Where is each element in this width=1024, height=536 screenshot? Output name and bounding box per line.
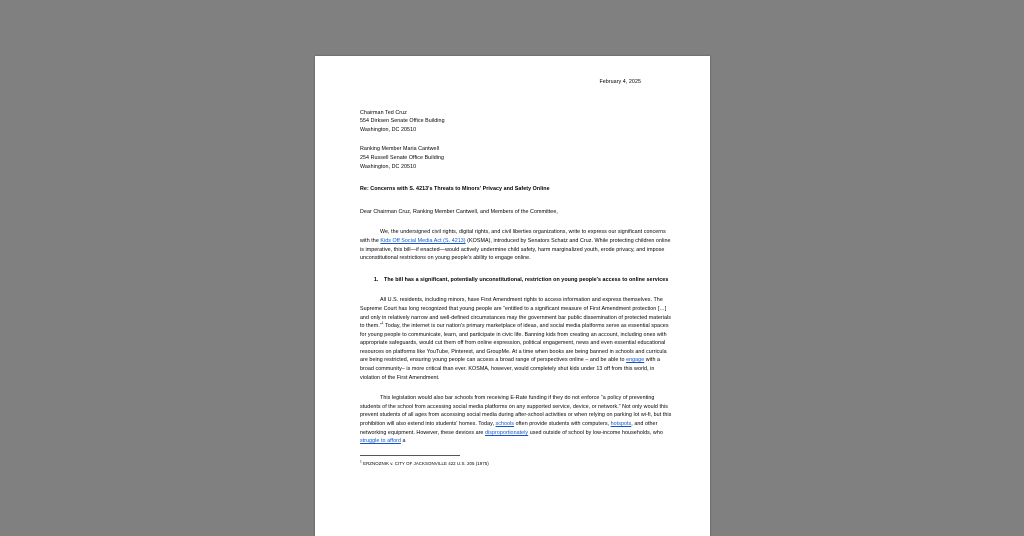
footnote-separator-rule — [360, 455, 460, 456]
recipient-address: 554 Dirksen Senate Office Building — [360, 118, 445, 125]
para3-text-part1: This legislation would also bar schools from receiving E-Rate funding if they do not enforce “a policy of preventing students of the school from accessing social media platforms on any supported service, device, or network.” Not only would this prevent students of all ages from accessing social media during after-school activities or when relying on parking lot wi-fi, but this prohibition will also extend into students' homes. Today, — [360, 395, 672, 428]
recipient-block-chairman — [360, 109, 674, 135]
document-page — [315, 56, 710, 536]
para2-text-part1: All U.S. residents, including minors, have First Amendment rights to access information and express themselves. The Supreme Court has long recognized that young people are “entitled to a significant measure of First Amendment protection […] and only in relatively narrow and well-defined circumstances may the government bar public dissemination of protected materials to them.” — [360, 297, 671, 330]
intro-paragraph — [360, 228, 674, 262]
link-struggle-to-afford[interactable]: struggle to afford — [360, 438, 401, 445]
footnote-reference-1[interactable]: 1 — [381, 321, 384, 326]
footnote-citation: ERZNOZNIK v. CITY OF JACKSONVILLE 422 U.S. 205 (1975) — [361, 460, 489, 466]
link-engage[interactable]: engage — [626, 357, 645, 364]
para3-text-part5: a — [400, 438, 406, 445]
letter-date: February 4, 2025 — [599, 79, 641, 85]
para2-text-part3: with a broad community– is more critical than ever. KOSMA, however, would completely shut kids under 13 off from this world, in violation of the First Amendment. — [360, 357, 661, 381]
intro-text-part1: We, the undersigned civil rights, digital rights, and civil liberties organizations, write to express our significant concerns with the — [360, 229, 666, 244]
footnote-area — [360, 455, 674, 467]
para2-text-part2: Today, the internet is our nation's primary marketplace of ideas, and social media platforms serve as essential spaces for young people to communicate, learn, and participate in civic life. Banning kids from creating an account, including ones with appropriate safeguards, would cut them off from online expression, political engagement, news and even essential educational resources on platforms like YouTube, Pinterest, and GroupMe. At a time when books are being banned in schools and curricula are being restricted, ensuring young people can access a broad range of perspectives online – and be able to — [360, 323, 669, 364]
page-content — [315, 56, 710, 467]
para3-text-part4: used outside of school by low-income households, who — [528, 429, 663, 436]
link-schools[interactable]: schools — [495, 421, 515, 428]
link-hotspots[interactable]: hotspots — [610, 421, 632, 428]
salutation: Dear Chairman Cruz, Ranking Member Cantwell, and Members of the Committee, — [360, 208, 558, 215]
numbered-list — [360, 276, 674, 285]
recipient-name: Chairman Ted Cruz — [360, 109, 407, 116]
para3-text-part2: often provide students with computers, — [514, 421, 611, 428]
intro-text-part2: (KOSMA), introduced by Senators Schatz and Cruz. While protecting children online is imperative, this bill—if enacted—would actively undermine child safety, harm marginalized youth, erode privacy, and impose unconstitutional restrictions on young people's ability to engage online. — [360, 237, 671, 262]
list-item: 1. The bill has a significant, potentially unconstitutional, restriction on young people's access to online services — [380, 276, 674, 285]
recipient-name: Ranking Member Maria Cantwell — [360, 146, 440, 153]
link-kids-off-social-media-act[interactable]: Kids Off Social Media Act (S. 4213) — [380, 237, 466, 244]
para3-text-part3: , and other networking equipment. However, these devices are — [360, 421, 658, 436]
subject-line: Re: Concerns with S. 4213's Threats to Minors' Privacy and Safety Online — [360, 186, 550, 193]
link-disproportionately[interactable]: disproportionately — [485, 429, 529, 436]
paragraph-2 — [360, 296, 674, 382]
footnote-marker: 1 — [360, 459, 362, 464]
recipient-city-state-zip: Washington, DC 20510 — [360, 126, 417, 133]
paragraph-3 — [360, 394, 674, 446]
recipient-address: 254 Russell Senate Office Building — [360, 154, 445, 161]
footnote-1 — [360, 460, 674, 467]
recipient-city-state-zip: Washington, DC 20510 — [360, 163, 417, 170]
recipient-block-ranking-member — [360, 145, 674, 171]
